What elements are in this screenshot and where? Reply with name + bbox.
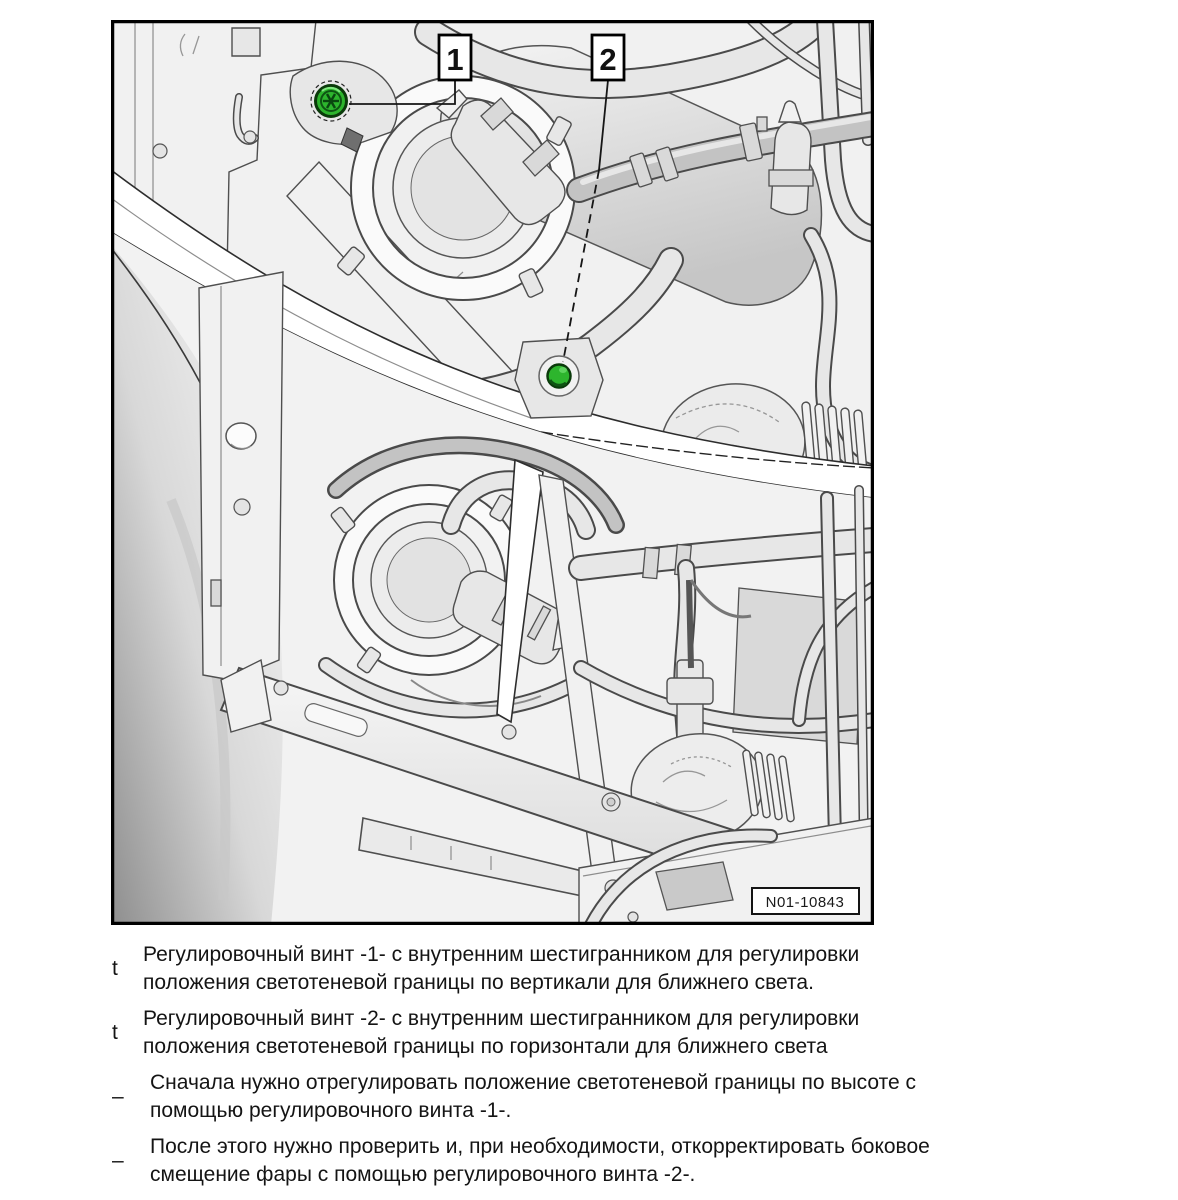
note-text: После этого нужно проверить и, при необходимости, откорректировать боковое смещение фары с помощью регулировочного винта -2-. <box>150 1135 930 1186</box>
note-text: Регулировочный винт -1- с внутренним шестигранником для регулировки положения светотеневой границы по вертикали для ближнего света. <box>143 943 860 994</box>
figure-code-text: N01-10843 <box>765 894 845 911</box>
note-text: Регулировочный винт -2- с внутренним шестигранником для регулировки положения светотеневой границы по горизонтали для ближнего света <box>143 1007 860 1058</box>
callout-2-label: 2 <box>599 42 617 77</box>
note-marker: t <box>112 957 118 980</box>
headlight-adjustment-figure <box>111 20 874 925</box>
note-marker: – <box>112 1085 124 1108</box>
instruction-notes <box>0 941 1080 1189</box>
note-marker: t <box>112 1021 118 1044</box>
note-item <box>0 941 1080 997</box>
adjustment-screw-2 <box>515 338 603 418</box>
note-marker: – <box>112 1149 124 1172</box>
note-item <box>0 1133 1080 1189</box>
lock-carrier-panel <box>199 272 283 680</box>
note-item <box>0 1069 1080 1125</box>
note-text: Сначала нужно отрегулировать положение светотеневой границы по высоте с помощью регулировочного винта -1-. <box>150 1071 917 1122</box>
figure-code-box <box>752 888 859 914</box>
technical-illustration <box>111 20 874 925</box>
note-item <box>0 1005 1080 1061</box>
callout-1-label: 1 <box>446 42 464 77</box>
